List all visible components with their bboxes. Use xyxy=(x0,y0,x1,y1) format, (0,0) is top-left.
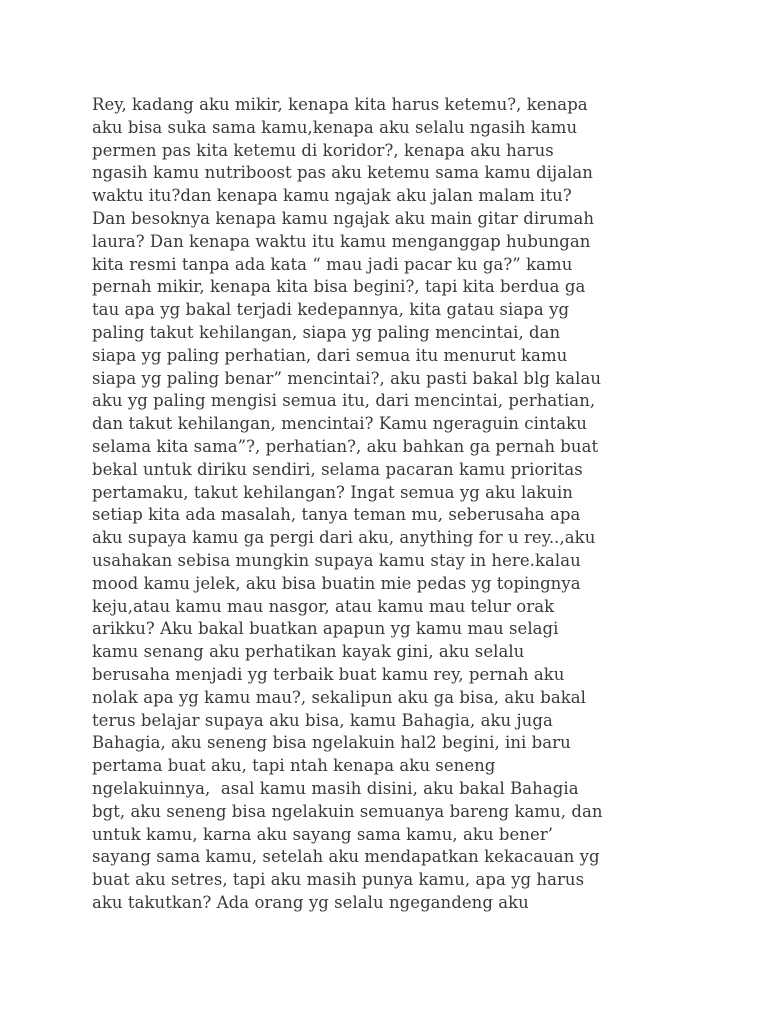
text-line: pertama buat aku, tapi ntah kenapa aku seneng xyxy=(92,756,496,776)
text-line: Bahagia, aku seneng bisa ngelakuin hal2 begini, ini baru xyxy=(92,733,571,753)
text-line: bgt, aku seneng bisa ngelakuin semuanya bareng kamu, dan xyxy=(92,801,603,821)
text-line: selama kita sama”?, perhatian?, aku bahkan ga pernah buat xyxy=(92,436,599,456)
text-line: aku yg paling mengisi semua itu, dari mencintai, perhatian, xyxy=(92,391,596,411)
text-line: keju,atau kamu mau nasgor, atau kamu mau telur orak xyxy=(92,596,555,616)
text-line: kamu senang aku perhatikan kayak gini, aku selalu xyxy=(92,642,525,662)
text-line: berusaha menjadi yg terbaik buat kamu rey, pernah aku xyxy=(92,664,565,684)
text-line: pernah mikir, kenapa kita bisa begini?, tapi kita berdua ga xyxy=(92,277,586,297)
text-line: setiap kita ada masalah, tanya teman mu, seberusaha apa xyxy=(92,505,581,525)
text-line: pertamaku, takut kehilangan? Ingat semua yg aku lakuin xyxy=(92,482,573,502)
text-line: untuk kamu, karna aku sayang sama kamu, aku bener’ xyxy=(92,824,554,844)
text-line: ngasih kamu nutriboost pas aku ketemu sama kamu dijalan xyxy=(92,163,593,183)
text-line: nolak apa yg kamu mau?, sekalipun aku ga bisa, aku bakal xyxy=(92,687,587,707)
text-line: siapa yg paling perhatian, dari semua itu menurut kamu xyxy=(92,345,568,365)
text-line: laura? Dan kenapa waktu itu kamu menganggap hubungan xyxy=(92,231,591,251)
text-line: waktu itu?dan kenapa kamu ngajak aku jalan malam itu? xyxy=(92,186,572,206)
text-line: tau apa yg bakal terjadi kedepannya, kita gatau siapa yg xyxy=(92,300,570,320)
text-line: mood kamu jelek, aku bisa buatin mie pedas yg topingnya xyxy=(92,573,581,593)
text-line: paling takut kehilangan, siapa yg paling mencintai, dan xyxy=(92,322,561,342)
text-line: arikku? Aku bakal buatkan apapun yg kamu mau selagi xyxy=(92,619,559,639)
text-line: buat aku setres, tapi aku masih punya kamu, apa yg harus xyxy=(92,870,585,890)
text-line: bekal untuk diriku sendiri, selama pacaran kamu prioritas xyxy=(92,459,583,479)
text-line: ngelakuinnya, asal kamu masih disini, aku bakal Bahagia xyxy=(92,778,579,798)
text-line: Dan besoknya kenapa kamu ngajak aku main gitar dirumah xyxy=(92,208,595,228)
text-line: Rey, kadang aku mikir, kenapa kita harus ketemu?, kenapa xyxy=(92,95,588,114)
text-line: aku takutkan? Ada orang yg selalu ngegandeng aku xyxy=(92,892,529,912)
text-line: siapa yg paling benar” mencintai?, aku pasti bakal blg kalau xyxy=(92,368,602,388)
text-line: terus belajar supaya aku bisa, kamu Bahagia, aku juga xyxy=(92,710,553,730)
text-line: aku bisa suka sama kamu,kenapa aku selalu ngasih kamu xyxy=(92,117,578,137)
body-text xyxy=(92,94,712,915)
text-line: dan takut kehilangan, mencintai? Kamu ngeraguin cintaku xyxy=(92,414,587,434)
text-line: aku supaya kamu ga pergi dari aku, anything for u rey..,aku xyxy=(92,528,596,548)
text-line: usahakan sebisa mungkin supaya kamu stay in here.kalau xyxy=(92,550,581,570)
text-line: permen pas kita ketemu di koridor?, kenapa aku harus xyxy=(92,140,554,160)
text-line: sayang sama kamu, setelah aku mendapatkan kekacauan yg xyxy=(92,847,600,867)
text-line: kita resmi tanpa ada kata “ mau jadi pacar ku ga?” kamu xyxy=(92,254,573,274)
